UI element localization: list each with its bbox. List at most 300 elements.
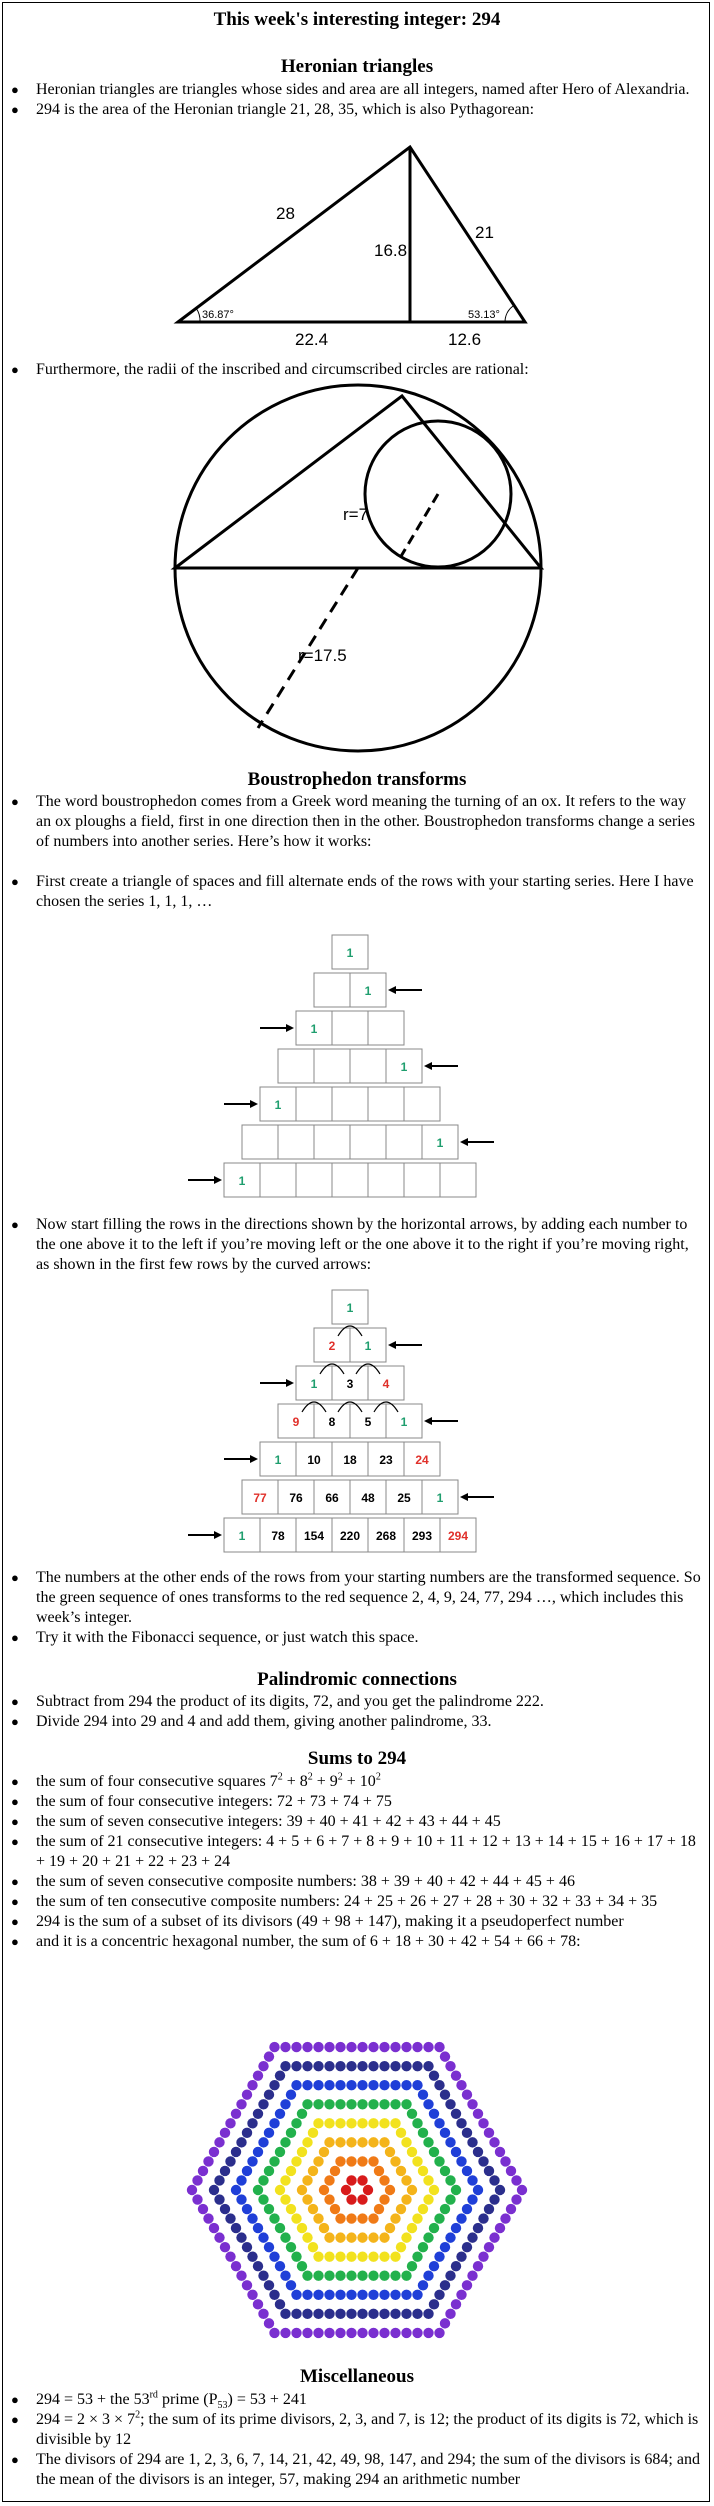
hex-dot xyxy=(242,2204,252,2214)
hex-dot xyxy=(401,2194,411,2204)
inradius-label: r=7 xyxy=(343,505,369,524)
hex-dot xyxy=(467,2175,477,2185)
hex-dot xyxy=(374,2204,384,2214)
hex-dot xyxy=(231,2261,241,2271)
hex-dot xyxy=(253,2223,263,2233)
palindromic-list xyxy=(8,1692,703,1732)
hex-dot xyxy=(258,2137,268,2147)
hex-dot xyxy=(429,2109,439,2119)
hex-dot xyxy=(390,2080,400,2090)
hex-dot xyxy=(379,2118,389,2128)
hex-dot xyxy=(412,2118,422,2128)
hex-dot xyxy=(247,2251,257,2261)
hex-dot xyxy=(225,2213,235,2223)
arrow-head xyxy=(424,1062,432,1070)
hex-dot xyxy=(390,2328,400,2338)
grid-cell xyxy=(314,1049,350,1083)
hex-dot xyxy=(335,2061,345,2071)
grid-cell xyxy=(278,1049,314,1083)
hex-dot xyxy=(379,2290,389,2300)
grid-cell-value: 10 xyxy=(307,1453,321,1467)
grid-cell xyxy=(314,1125,350,1159)
grid-cell xyxy=(278,1125,314,1159)
sums-list xyxy=(8,1772,703,1952)
hex-dot xyxy=(236,2232,246,2242)
list-item: ● and it is a concentric hexagonal number, the sum of 6 + 18 + 30 + 42 + 54 + 66 + 78: xyxy=(8,1932,703,1952)
boustro-list-1 xyxy=(8,792,703,912)
hex-dot xyxy=(379,2137,389,2147)
list-item: ● Divide 294 into 29 and 4 and add them, giving another palindrome, 33. xyxy=(8,1712,703,1732)
hex-dot xyxy=(423,2175,433,2185)
hex-dot xyxy=(335,2251,345,2261)
hex-dot xyxy=(368,2328,378,2338)
hex-dot xyxy=(302,2290,312,2300)
hex-dot xyxy=(346,2156,356,2166)
hex-dot xyxy=(302,2061,312,2071)
list-item: ● Furthermore, the radii of the inscribed and circumscribed circles are rational: xyxy=(8,360,703,380)
hex-dot xyxy=(335,2156,345,2166)
hex-dot xyxy=(253,2070,263,2080)
hex-dot xyxy=(489,2232,499,2242)
grid-cell-value: 1 xyxy=(364,984,372,998)
hex-dot xyxy=(275,2147,285,2157)
hex-dot xyxy=(280,2309,290,2319)
hex-dot xyxy=(374,2166,384,2176)
list-item: ● the sum of seven consecutive composite numbers: 38 + 39 + 40 + 42 + 44 + 45 + 46 xyxy=(8,1872,703,1892)
hex-dot xyxy=(280,2271,290,2281)
arrow-head xyxy=(250,1455,258,1463)
hex-dot xyxy=(258,2194,268,2204)
hex-dot xyxy=(286,2242,296,2252)
angle-arc-left xyxy=(196,308,200,322)
hex-dot xyxy=(412,2213,422,2223)
arrow-head xyxy=(214,1531,222,1539)
arrow-head xyxy=(424,1417,432,1425)
hex-dot xyxy=(220,2128,230,2138)
hex-dot xyxy=(302,2271,312,2281)
hex-dot xyxy=(313,2251,323,2261)
hex-dot xyxy=(269,2042,279,2052)
hex-dot xyxy=(335,2042,345,2052)
hex-dot xyxy=(467,2137,477,2147)
angle-arc-right xyxy=(505,306,513,322)
hex-dot xyxy=(357,2328,367,2338)
hex-dot xyxy=(324,2099,334,2109)
hex-dot xyxy=(269,2213,279,2223)
hex-dot xyxy=(451,2185,461,2195)
boustro-heading: Boustrophedon transforms xyxy=(247,769,467,790)
hex-dot xyxy=(346,2328,356,2338)
hex-dot xyxy=(341,2185,351,2195)
hex-dot xyxy=(379,2099,389,2109)
grid-cell-value: 1 xyxy=(310,1377,318,1391)
hex-dot xyxy=(346,2290,356,2300)
hex-dot xyxy=(396,2128,406,2138)
hex-dot xyxy=(396,2242,406,2252)
hex-dot xyxy=(462,2280,472,2290)
palindromic-heading: Palindromic connections xyxy=(257,1669,457,1690)
hex-dot xyxy=(379,2061,389,2071)
hex-dot xyxy=(357,2061,367,2071)
hex-dot xyxy=(302,2137,312,2147)
hex-dot xyxy=(231,2147,241,2157)
circumradius-label: r=17.5 xyxy=(298,646,347,665)
hex-dot xyxy=(429,2070,439,2080)
hex-dot xyxy=(324,2309,334,2319)
hex-dot xyxy=(324,2175,334,2185)
grid-cell-value: 23 xyxy=(379,1453,393,1467)
hex-dot xyxy=(412,2251,422,2261)
hex-dot xyxy=(324,2328,334,2338)
hex-dot xyxy=(357,2175,367,2185)
hex-dot xyxy=(440,2051,450,2061)
hex-dot xyxy=(478,2251,488,2261)
hex-dot xyxy=(335,2232,345,2242)
hex-dot xyxy=(390,2271,400,2281)
heronian-list-2 xyxy=(8,360,703,380)
hex-dot xyxy=(456,2251,466,2261)
arrow-head xyxy=(214,1176,222,1184)
hex-dot xyxy=(264,2128,274,2138)
hex-dot xyxy=(423,2194,433,2204)
hex-dot xyxy=(253,2147,263,2157)
hex-dot xyxy=(302,2080,312,2090)
heronian-heading: Heronian triangles xyxy=(280,56,434,77)
grid-cell xyxy=(404,1087,440,1121)
hex-dot xyxy=(264,2204,274,2214)
grid-cell-value: 1 xyxy=(274,1098,282,1112)
side-28-label: 28 xyxy=(276,204,295,223)
hex-dot xyxy=(319,2223,329,2233)
hex-dot xyxy=(264,2242,274,2252)
hex-dot xyxy=(445,2175,455,2185)
grid-cell-value: 76 xyxy=(289,1491,303,1505)
hex-dot xyxy=(506,2166,516,2176)
hex-dot xyxy=(324,2080,334,2090)
hex-dot xyxy=(357,2251,367,2261)
arrow-head xyxy=(460,1493,468,1501)
grid-cell-value: 1 xyxy=(310,1022,318,1036)
grid-cell-value: 1 xyxy=(436,1491,444,1505)
hex-dot xyxy=(346,2309,356,2319)
hex-dot xyxy=(412,2042,422,2052)
hex-dot xyxy=(357,2194,367,2204)
hex-dot xyxy=(242,2166,252,2176)
hex-dot xyxy=(335,2137,345,2147)
hex-dot xyxy=(291,2156,301,2166)
hex-dot xyxy=(258,2099,268,2109)
hex-dot xyxy=(462,2242,472,2252)
hex-dot xyxy=(434,2080,444,2090)
hex-dot xyxy=(418,2166,428,2176)
arrow-head xyxy=(388,986,396,994)
hex-dot xyxy=(451,2261,461,2271)
sums-heading: Sums to 294 xyxy=(307,1748,407,1769)
hex-dot xyxy=(269,2328,279,2338)
hex-dot xyxy=(324,2194,334,2204)
heronian-list-1 xyxy=(8,80,703,120)
hex-dot xyxy=(236,2175,246,2185)
hex-dot xyxy=(440,2090,450,2100)
hex-dot xyxy=(253,2299,263,2309)
list-item: ● Try it with the Fibonacci sequence, or just watch this space. xyxy=(8,1628,703,1648)
grid-cell-value: 293 xyxy=(411,1529,433,1543)
hex-dot xyxy=(385,2185,395,2195)
list-item: ● 294 is the area of the Heronian triangle 21, 28, 35, which is also Pythagorean: xyxy=(8,100,703,120)
hex-dot xyxy=(242,2280,252,2290)
grid-cell-value: 78 xyxy=(271,1529,285,1543)
grid-cell-value: 1 xyxy=(364,1339,372,1353)
grid-cell-value: 77 xyxy=(253,1491,267,1505)
hex-dot xyxy=(280,2061,290,2071)
hex-dot xyxy=(368,2061,378,2071)
hex-dot xyxy=(220,2204,230,2214)
hex-dot xyxy=(407,2261,417,2271)
grid-cell xyxy=(440,1163,476,1197)
arrow-head xyxy=(460,1138,468,1146)
hex-dot xyxy=(357,2290,367,2300)
hex-dot xyxy=(511,2175,521,2185)
hex-dot xyxy=(214,2175,224,2185)
hex-dot xyxy=(451,2223,461,2233)
hex-dot xyxy=(440,2128,450,2138)
hex-dot xyxy=(467,2194,477,2204)
hex-dot xyxy=(324,2271,334,2281)
heronian-triangle-figure xyxy=(170,142,540,347)
hex-dot xyxy=(456,2290,466,2300)
grid-cell xyxy=(404,1163,440,1197)
hex-dot xyxy=(407,2185,417,2195)
grid-cell xyxy=(332,1087,368,1121)
hex-dot xyxy=(236,2194,246,2204)
hex-dot xyxy=(280,2194,290,2204)
hex-dot xyxy=(451,2070,461,2080)
hex-dot xyxy=(473,2223,483,2233)
hex-dot xyxy=(390,2156,400,2166)
hex-dot xyxy=(401,2328,411,2338)
hex-dot xyxy=(423,2061,433,2071)
hex-dot xyxy=(280,2042,290,2052)
grid-cell-value: 18 xyxy=(343,1453,357,1467)
hex-dot xyxy=(335,2118,345,2128)
hex-dot xyxy=(198,2166,208,2176)
hex-dot xyxy=(357,2156,367,2166)
hex-dot xyxy=(368,2099,378,2109)
hex-dot xyxy=(462,2204,472,2214)
grid-cell-value: 1 xyxy=(346,946,354,960)
hex-dot xyxy=(264,2280,274,2290)
hex-dot xyxy=(423,2309,433,2319)
hex-dot xyxy=(429,2223,439,2233)
hex-dot xyxy=(445,2137,455,2147)
grid-cell xyxy=(242,1125,278,1159)
hex-dot xyxy=(264,2318,274,2328)
boustro-grid-initial xyxy=(180,930,520,1210)
grid-cell xyxy=(350,1049,386,1083)
hex-dot xyxy=(462,2128,472,2138)
hex-dot xyxy=(401,2309,411,2319)
hex-dot xyxy=(390,2118,400,2128)
arrow-head xyxy=(250,1100,258,1108)
hex-dot xyxy=(280,2175,290,2185)
hex-dot xyxy=(203,2213,213,2223)
hex-dot xyxy=(214,2194,224,2204)
grid-cell-value: 2 xyxy=(328,1339,336,1353)
grid-cell-value: 1 xyxy=(274,1453,282,1467)
hex-dot xyxy=(506,2204,516,2214)
hex-dot xyxy=(379,2328,389,2338)
hex-dot xyxy=(275,2223,285,2233)
hex-dot xyxy=(291,2213,301,2223)
hex-dot xyxy=(423,2137,433,2147)
hex-dot xyxy=(495,2185,505,2195)
hex-dot xyxy=(286,2280,296,2290)
hex-dot xyxy=(286,2166,296,2176)
hex-dot xyxy=(412,2061,422,2071)
list-item: ● Now start filling the rows in the directions shown by the horizontal arrows, by adding each number to the one above it to the left if you’re moving left or the one above it to the right if you’re moving right, as shown in the first few rows by the curved arrows: xyxy=(8,1215,703,1275)
hex-dot xyxy=(401,2232,411,2242)
hex-dot xyxy=(324,2118,334,2128)
hex-dot xyxy=(445,2271,455,2281)
hex-dot xyxy=(335,2080,345,2090)
hex-dot xyxy=(286,2128,296,2138)
hex-dot xyxy=(456,2118,466,2128)
hex-dot xyxy=(291,2080,301,2090)
grid-cell xyxy=(368,1163,404,1197)
hex-dot xyxy=(275,2299,285,2309)
hex-dot xyxy=(390,2061,400,2071)
hex-dot xyxy=(429,2299,439,2309)
hex-dot xyxy=(363,2185,373,2195)
boustro-list-2 xyxy=(8,1215,703,1275)
hex-dot xyxy=(434,2290,444,2300)
hex-dot xyxy=(368,2213,378,2223)
hex-dot xyxy=(357,2118,367,2128)
hex-dot xyxy=(368,2042,378,2052)
hex-dot xyxy=(451,2299,461,2309)
angle-right-label: 53.13° xyxy=(468,309,500,321)
hex-dot xyxy=(236,2137,246,2147)
hex-dot xyxy=(412,2328,422,2338)
hex-dot xyxy=(478,2118,488,2128)
hex-dot xyxy=(390,2099,400,2109)
hex-dot xyxy=(319,2185,329,2195)
hex-dot xyxy=(346,2194,356,2204)
hex-dot xyxy=(291,2118,301,2128)
hex-dot xyxy=(401,2099,411,2109)
list-item: ● The divisors of 294 are 1, 2, 3, 6, 7, 14, 21, 42, 49, 98, 147, and 294; the sum of the divisors is 684; and the mean of the divisors is an integer, 57, making 294 an arithmetic number xyxy=(8,2450,703,2490)
hex-dot xyxy=(258,2309,268,2319)
hex-dot xyxy=(297,2223,307,2233)
concentric-hexagon-figure xyxy=(178,2025,536,2355)
hex-dot xyxy=(269,2251,279,2261)
hex-dot xyxy=(440,2280,450,2290)
hex-dot xyxy=(313,2290,323,2300)
hex-dot xyxy=(478,2156,488,2166)
hex-dot xyxy=(192,2175,202,2185)
hex-dot xyxy=(440,2242,450,2252)
hex-dot xyxy=(280,2137,290,2147)
hex-dot xyxy=(418,2128,428,2138)
list-item: ● Heronian triangles are triangles whose sides and area are all integers, named after Hero of Alexandria. xyxy=(8,80,703,100)
hex-dot xyxy=(280,2232,290,2242)
hex-dot xyxy=(368,2309,378,2319)
hex-dot xyxy=(379,2251,389,2261)
hex-dot xyxy=(313,2213,323,2223)
hex-dot xyxy=(346,2251,356,2261)
hex-dot xyxy=(324,2137,334,2147)
grid-cell xyxy=(386,1125,422,1159)
hex-dot xyxy=(401,2137,411,2147)
hex-dot xyxy=(324,2290,334,2300)
hex-dot xyxy=(390,2251,400,2261)
hex-dot xyxy=(275,2109,285,2119)
hex-dot xyxy=(385,2147,395,2157)
hex-dot xyxy=(346,2175,356,2185)
hex-dot xyxy=(275,2185,285,2195)
list-item: ● the sum of 21 consecutive integers: 4 + 5 + 6 + 7 + 8 + 9 + 10 + 11 + 12 + 13 + 14 + 15 + 16 + 17 + 18 + 19 + 20 + 21 + 22 + 23 + 24 xyxy=(8,1832,703,1872)
hex-dot xyxy=(401,2271,411,2281)
grid-cell-value: 8 xyxy=(328,1415,336,1429)
hex-dot xyxy=(456,2156,466,2166)
grid-cell xyxy=(260,1163,296,1197)
hex-dot xyxy=(467,2232,477,2242)
hex-dot xyxy=(368,2137,378,2147)
hex-dot xyxy=(429,2261,439,2271)
hex-dot xyxy=(418,2090,428,2100)
list-item: ● Subtract from 294 the product of its digits, 72, and you get the palindrome 222. xyxy=(8,1692,703,1712)
hex-dot xyxy=(335,2099,345,2109)
hex-dot xyxy=(258,2175,268,2185)
hex-dot xyxy=(434,2156,444,2166)
arrow-head xyxy=(388,1341,396,1349)
grid-cell xyxy=(296,1087,332,1121)
hex-dot xyxy=(379,2080,389,2090)
hex-dot xyxy=(302,2194,312,2204)
hex-dot xyxy=(242,2128,252,2138)
hex-dot xyxy=(484,2242,494,2252)
grid-cell xyxy=(368,1011,404,1045)
hex-dot xyxy=(357,2042,367,2052)
squares-text: the sum of four consecutive squares 7 xyxy=(36,1773,278,1790)
hex-dot xyxy=(423,2271,433,2281)
hex-dot xyxy=(379,2042,389,2052)
hex-dot xyxy=(368,2118,378,2128)
hex-dot xyxy=(445,2194,455,2204)
hex-dot xyxy=(368,2080,378,2090)
hex-dot xyxy=(500,2213,510,2223)
list-item: ● $294 = 2 \times 3 \times 7^2$; the sum of its prime divisors, 2, 3, and 7, is 12; the product of its digits is 72, which is divisible by 12 xyxy=(8,2410,703,2450)
hex-dot xyxy=(357,2271,367,2281)
hex-dot xyxy=(209,2185,219,2195)
hex-dot xyxy=(291,2290,301,2300)
misc-list xyxy=(8,2390,703,2490)
hex-dot xyxy=(357,2099,367,2109)
hex-dot xyxy=(313,2328,323,2338)
grid-cell-value: 294 xyxy=(447,1529,469,1543)
hex-dot xyxy=(418,2242,428,2252)
hex-dot xyxy=(412,2156,422,2166)
list-item: ● the sum of seven consecutive integers: 39 + 40 + 41 + 42 + 43 + 44 + 45 xyxy=(8,1812,703,1832)
hex-dot xyxy=(368,2271,378,2281)
arrow-head xyxy=(286,1379,294,1387)
hex-dot xyxy=(313,2309,323,2319)
hex-dot xyxy=(313,2156,323,2166)
hex-dot xyxy=(379,2232,389,2242)
base-left-label: 22.4 xyxy=(295,330,329,347)
hex-dot xyxy=(423,2099,433,2109)
hex-dot xyxy=(346,2232,356,2242)
